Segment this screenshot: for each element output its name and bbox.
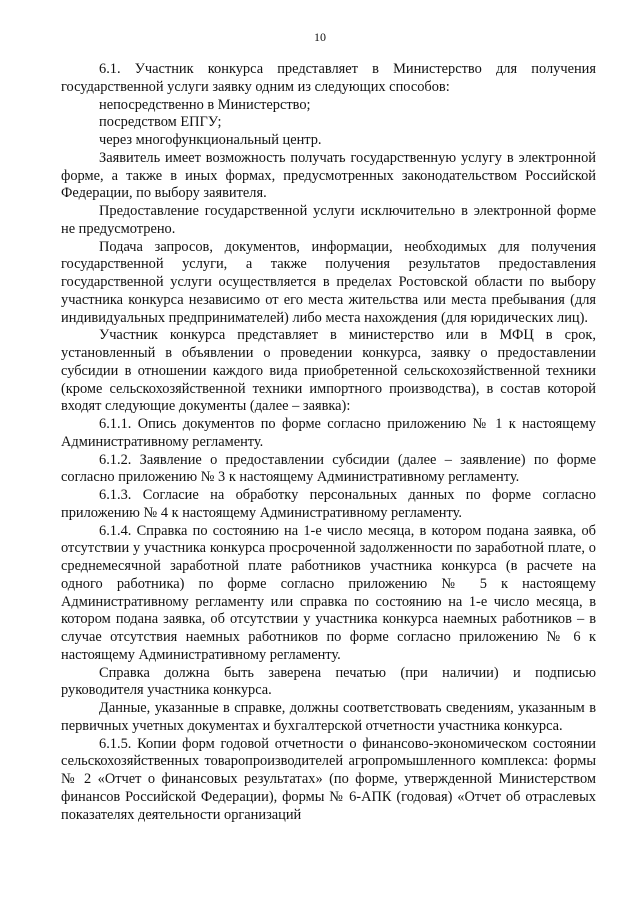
document-body bbox=[61, 61, 596, 824]
list-item: непосредственно в Министерство; bbox=[99, 96, 311, 113]
paragraph: 6.1.1. Опись документов по форме согласно приложению № 1 к настоящему Административному регламенту. bbox=[61, 416, 596, 450]
paragraph: Заявитель имеет возможность получать государственную услугу в электронной форме, а также в иных формах, предусмотренных законодательством Российской Федерации, по выбору заявителя. bbox=[61, 149, 596, 202]
paragraph: Участник конкурса представляет в министерство или в МФЦ в срок, установленный в объявлении о проведении конкурса, заявку о предоставлении субсидии в отношении каждого вида приобретенной сельскохозяйственной техники (кроме сельскохозяйственной техники импортного производства), в состав которой входят следующие документы (далее – заявка): bbox=[61, 327, 596, 415]
paragraph: Справка должна быть заверена печатью (при наличии) и подписью руководителя участника конкурса. bbox=[61, 664, 596, 699]
list-item: через многофункциональный центр. bbox=[99, 132, 322, 148]
paragraph: 6.1.5. Копии форм годовой отчетности о финансово-экономическом состоянии сельскохозяйственных товаропроизводителей агропромышленного комплекса: формы № 2 «Отчет о финансовых результатах» (по форме, утвержденной Министерством финансов Российской Федерации), формы № 6-АПК (годовая) «Отчет об отраслевых показателях деятельности организаций bbox=[61, 735, 596, 823]
list-item: посредством ЕПГУ; bbox=[99, 114, 222, 131]
paragraph: 6.1.2. Заявление о предоставлении субсидии (далее – заявление) по форме согласно приложению № 3 к настоящему Административному регламенту. bbox=[61, 451, 596, 486]
page-number: 10 bbox=[314, 30, 326, 44]
paragraph: 6.1.3. Согласие на обработку персональных данных по форме согласно приложению № 4 к настоящему Административному регламенту. bbox=[61, 487, 596, 521]
paragraph: 6.1.4. Справка по состоянию на 1-е число месяца, в котором подана заявка, об отсутствии у участника конкурса просроченной задолженности по заработной плате, о среднемесячной заработной плате работников участника конкурса (в расчете на одного работника) по форме согласно приложению № 5 к настоящему Административному регламенту или справка по состоянию на 1-е число месяца, в котором подана заявка, об отсутствии у участника конкурса наемных работников – в случае отсутствия наемных работников по форме согласно приложению № 6 к настоящему Административному регламенту. bbox=[61, 522, 596, 663]
paragraph: Данные, указанные в справке, должны соответствовать сведениям, указанным в первичных учетных документах и бухгалтерской отчетности участника конкурса. bbox=[61, 700, 596, 734]
paragraph: 6.1. Участник конкурса представляет в Министерство для получения государственной услуги заявку одним из следующих способов: bbox=[61, 61, 596, 95]
paragraph: Подача запросов, документов, информации, необходимых для получения государственной услуги, а также получения результатов предоставления государственной услуги осуществляется в пределах Ростовской области по выбору участника конкурса независимо от его места жительства или места пребывания (для индивидуальных предпринимателей) либо места нахождения (для юридических лиц). bbox=[61, 238, 596, 326]
paragraph: Предоставление государственной услуги исключительно в электронной форме не предусмотрено. bbox=[61, 203, 596, 237]
